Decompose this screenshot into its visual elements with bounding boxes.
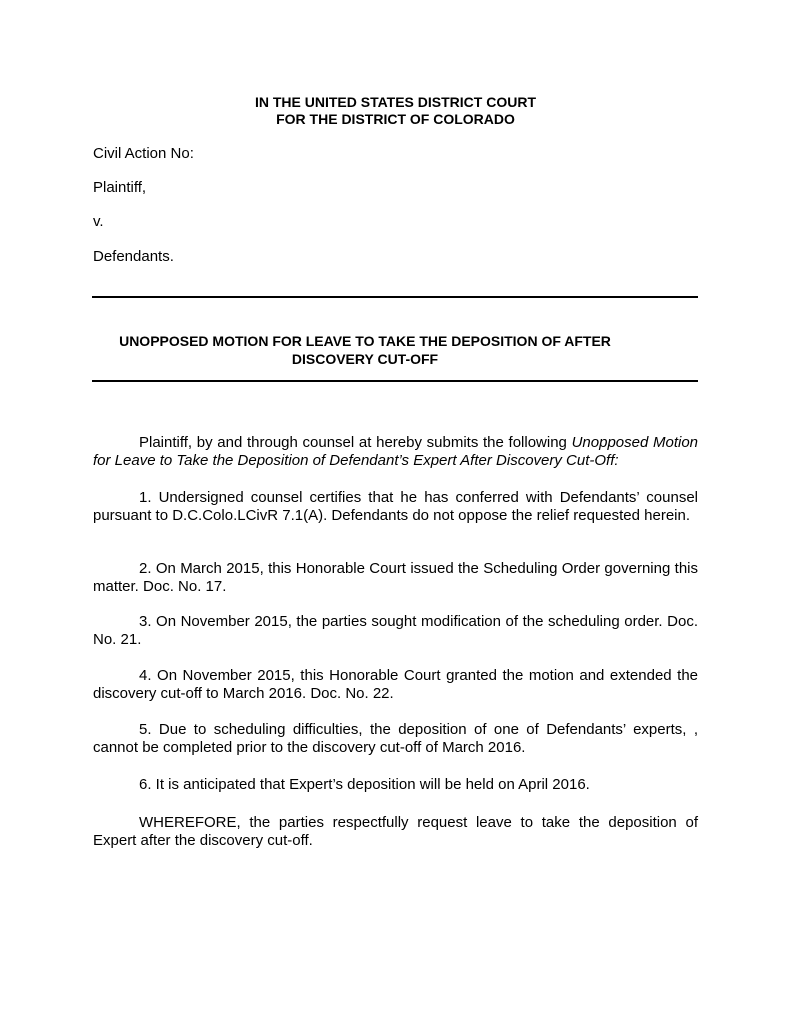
court-name-line: IN THE UNITED STATES DISTRICT COURT (254, 94, 537, 110)
motion-title-line2: DISCOVERY CUT-OFF (291, 351, 439, 367)
paragraph-2: 2. On March 2015, this Honorable Court issued the Scheduling Order governing this matter. Doc. No. 17. (93, 560, 698, 595)
plaintiff-label: Plaintiff, (93, 179, 147, 196)
paragraph-5: 5. Due to scheduling difficulties, the deposition of one of Defendants’ experts, , cannot be completed prior to the discovery cut-off of March 2016. (93, 721, 698, 756)
intro-paragraph (93, 434, 698, 469)
paragraph-3: 3. On November 2015, the parties sought modification of the scheduling order. Doc. No. 21. (93, 613, 698, 648)
motion-title-line1: UNOPPOSED MOTION FOR LEAVE TO TAKE THE DEPOSITION OF AFTER (119, 333, 611, 349)
caption-bottom-rule (92, 380, 698, 382)
intro-text: Plaintiff, by and through counsel at hereby submits the following (139, 434, 572, 451)
defendants-label: Defendants. (93, 248, 174, 265)
versus-label: v. (93, 213, 104, 230)
caption-top-rule (92, 296, 698, 298)
paragraph-6: 6. It is anticipated that Expert’s deposition will be held on April 2016. (139, 776, 590, 793)
motion-name-italic: Unopposed Motion for Leave to Take the Deposition of Defendant’s Expert After Discovery Cut-Off: (93, 434, 699, 469)
paragraph-1: 1. Undersigned counsel certifies that he has conferred with Defendants’ counsel pursuant to D.C.Colo.LCivR 7.1(A). Defendants do not oppose the relief requested herein. (93, 489, 698, 524)
civil-action-label: Civil Action No: (93, 145, 194, 162)
paragraph-4: 4. On November 2015, this Honorable Court granted the motion and extended the discovery cut-off to March 2016. Doc. No. 22. (93, 667, 698, 702)
wherefore-paragraph: WHEREFORE, the parties respectfully request leave to take the deposition of Expert after the discovery cut-off. (93, 814, 698, 849)
court-district-line: FOR THE DISTRICT OF COLORADO (276, 111, 515, 127)
